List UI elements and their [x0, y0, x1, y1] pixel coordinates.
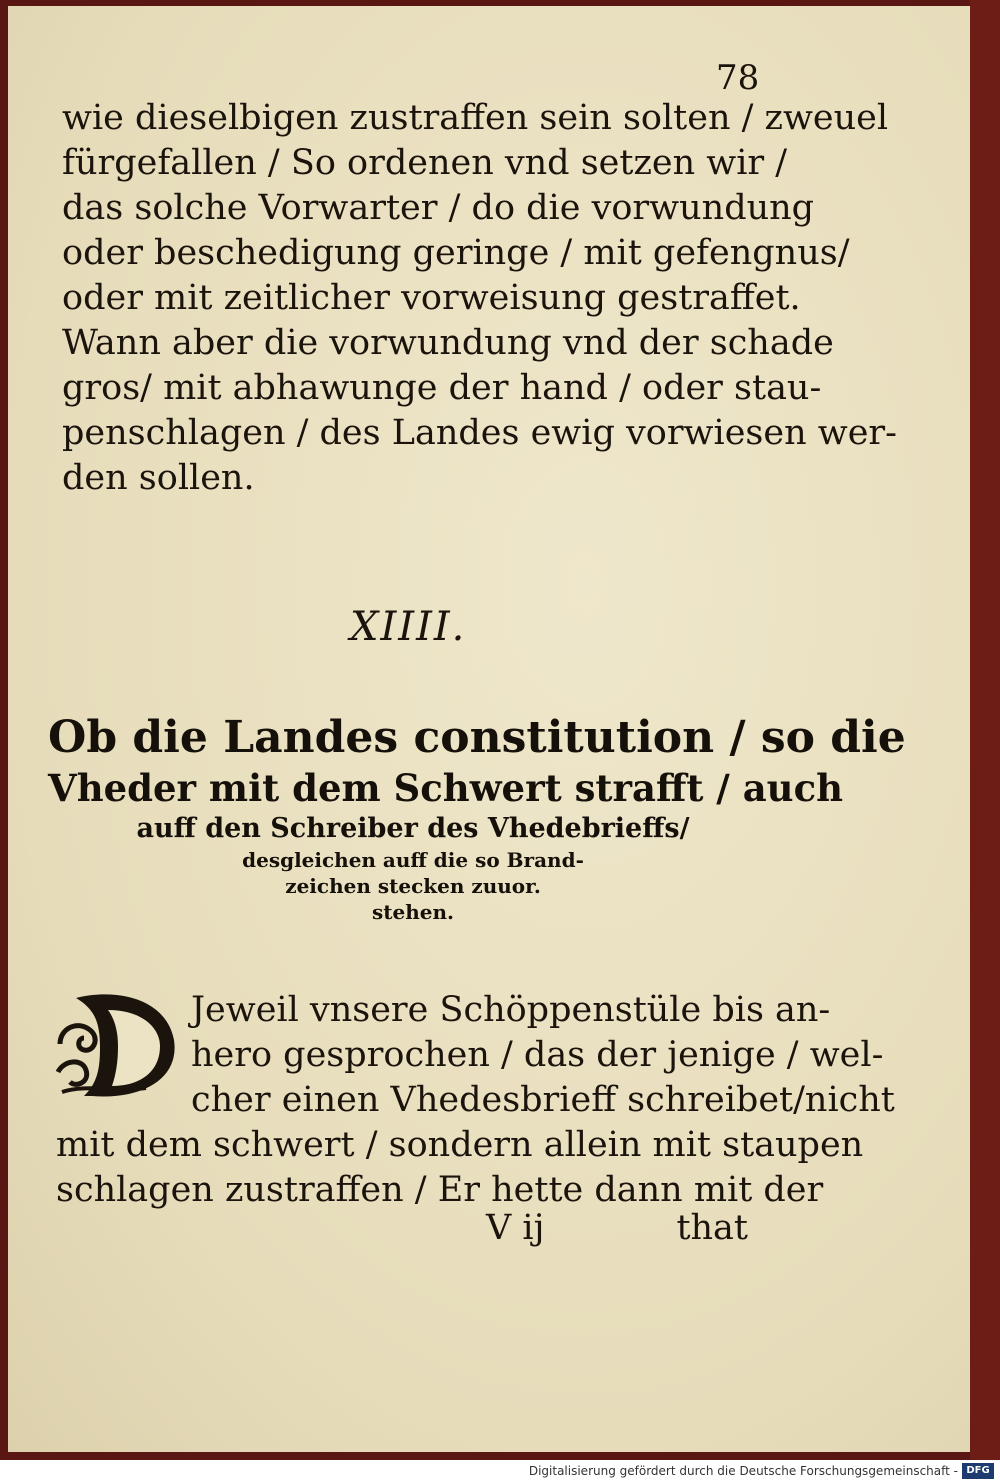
- book-page: [8, 6, 970, 1452]
- chapter-numeral: XIIII.: [350, 604, 467, 650]
- text-line: schlagen zustraffen / Er hette dann mit der: [56, 1170, 824, 1210]
- text-line: das solche Vorwarter / do die vorwundung: [62, 188, 815, 228]
- text-line: Wann aber die vorwundung vnd der schade: [62, 323, 834, 363]
- signature-line: [486, 1206, 748, 1251]
- text-line: oder mit zeitlicher vorweisung gestraffet.: [62, 278, 801, 318]
- text-line: fürgefallen / So ordenen vnd setzen wir /: [62, 143, 788, 183]
- dfg-logo: DFG: [962, 1463, 994, 1479]
- text-line: wie dieselbigen zustraffen sein solten / zweuel: [62, 98, 889, 138]
- footer-credit: Digitalisierung gefördert durch die Deutsche Forschungsgemeinschaft -: [528, 1464, 958, 1478]
- book-edge: [970, 0, 1000, 1460]
- text-line: Jeweil vnsere Schöppenstüle bis an-: [191, 990, 831, 1030]
- text-line: gros/ mit abhawunge der hand / oder stau-: [62, 368, 822, 408]
- section-heading: [48, 711, 906, 925]
- text-line: mit dem schwert / sondern allein mit staupen: [56, 1125, 864, 1165]
- heading-line: zeichen stecken zuuor.: [285, 874, 541, 898]
- text-line: den sollen.: [62, 458, 255, 498]
- text-line: oder beschedigung geringe / mit gefengnus/: [62, 233, 850, 273]
- heading-line: stehen.: [372, 900, 454, 924]
- text-line: hero gesprochen / das der jenige / wel-: [191, 1035, 884, 1075]
- heading-line: Ob die Landes constitution / so die: [48, 712, 906, 763]
- text-line: penschlagen / des Landes ewig vorwiesen wer-: [62, 413, 897, 453]
- page-number: 78: [716, 58, 760, 98]
- heading-line: Vheder mit dem Schwert strafft / auch: [48, 766, 843, 810]
- paragraph: [56, 988, 895, 1213]
- catchword: that: [676, 1208, 748, 1248]
- text-line: cher einen Vhedesbrieff schreibet/nicht: [191, 1080, 895, 1120]
- footer-bar: [0, 1460, 1000, 1484]
- heading-line: auff den Schreiber des Vhedebrieffs/: [136, 813, 690, 844]
- signature-mark: V ij: [486, 1208, 545, 1248]
- body-text: [62, 96, 897, 501]
- heading-line: desgleichen auff die so Brand-: [242, 848, 584, 872]
